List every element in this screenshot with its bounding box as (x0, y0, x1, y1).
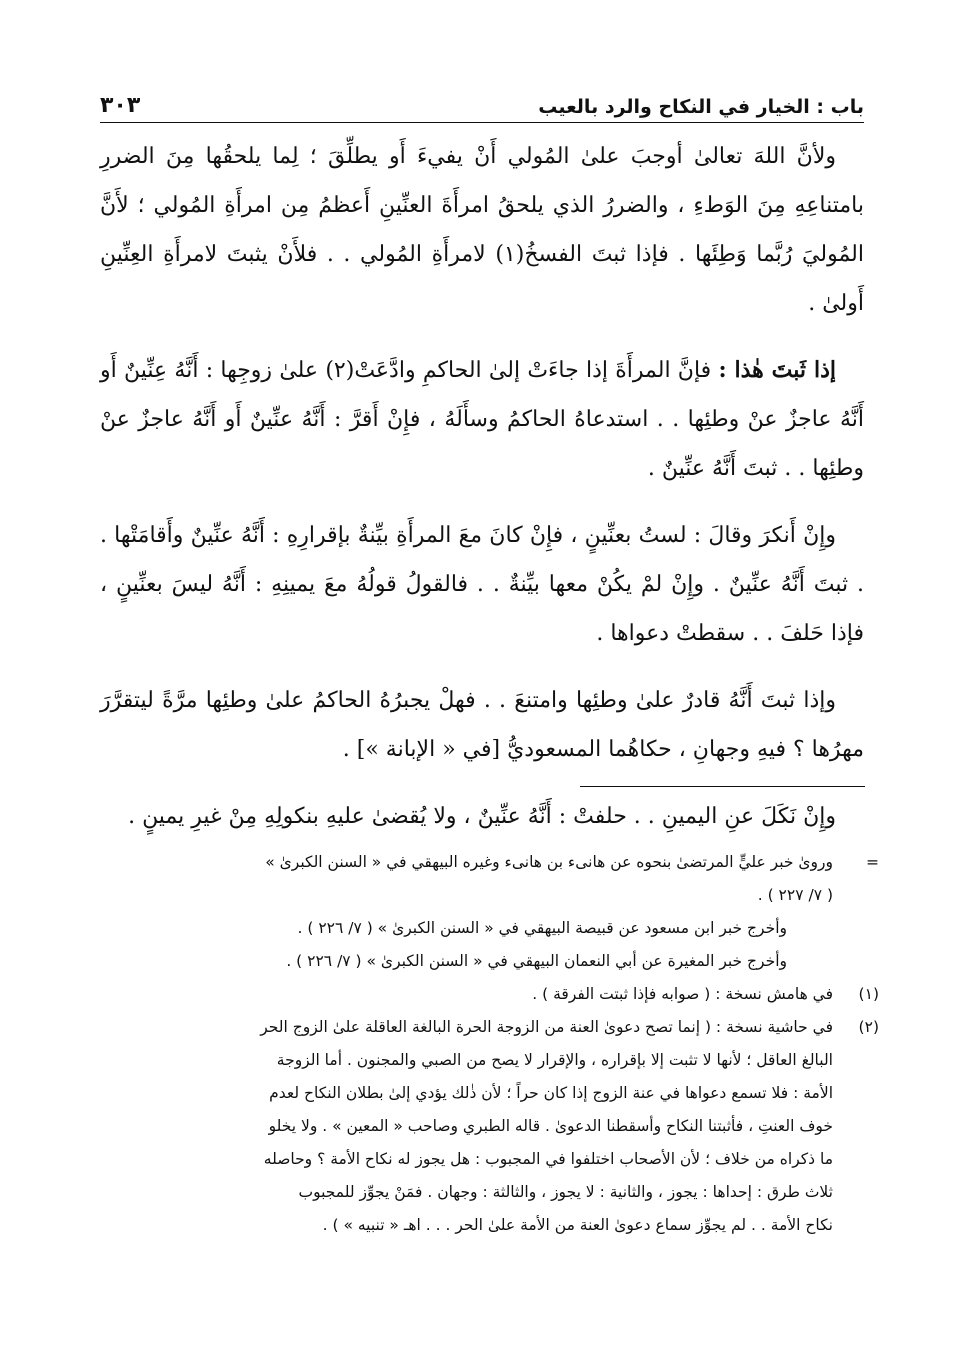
continuation-mark: = (866, 853, 879, 871)
footnote-2 (100, 1011, 879, 1242)
paragraph-2-text: فإنَّ المرأَةَ إذا جاءَتْ إلىٰ الحاكمِ وادَّعَتْ(٢) علىٰ زوجِها : أَنَّهُ عِنِّينٌ أَو أَنَّهُ عاجزٌ عنْ وطئِها . . استدعاهُ الحاكمُ وسأَلَهُ ، فإِنْ أَقرَّ : أَنَّهُ عنِّينٌ أَو أَنَّهُ عاجزٌ عنْ وطئِها . . ثبتَ أَنَّهُ عنِّينٌ . (100, 358, 864, 481)
footnote-line: ما ذكراه من خلاف ؛ لأن الأصحاب اختلفوا في المجبوب : هل يجوز له نكاح الأمة ؟ وحاصله (263, 1150, 833, 1168)
footnote-line: ورویٰ خبر عليٍّ المرتضیٰ بنحوه عن هانیء بن هانیء وغيره البيهقي في « السنن الكبریٰ » (265, 853, 833, 871)
paragraph-3: وإِنْ أَنكرَ وقالَ : لستُ بعنِّينٍ ، فإِنْ كانَ معَ المرأَةِ بيِّنةٌ بإقرارِهِ : أَنَّهُ عنِّينٌ وأَقامَتْها . . ثبتَ أَنَّهُ عنِّينٌ . وإِنْ لمْ يكُنْ معها بيِّنةٌ . . فالقولُ قولُهُ معَ يمينِهِ : أَنَّهُ ليسَ بعنِّينٍ ، فإذا حَلفَ . . سقطتْ دعواها . (100, 523, 864, 646)
paragraph-4: وإذا ثبتَ أَنَّهُ قادرٌ علىٰ وطئِها وامتنعَ . . فهلْ يجبرُهُ الحاكمُ علىٰ وطئِها مرَّةً ليتقرَّرَ مهرُها ؟ فيهِ وجهانِ ، حكاهُما المسعوديُّ [في « الإبانة »] . (100, 688, 864, 762)
running-header (100, 78, 864, 118)
footnote-line: وأخرج خبر ابن مسعود عن قبيصة البيهقي في « السنن الكبریٰ » ( ٧/ ٢٢٦ ) . (297, 919, 787, 937)
footnote-line: في حاشية نسخة : ( إنما تصح دعویٰ العنة من الزوجة الحرة البالغة العاقلة علیٰ الزوج الحر (260, 1018, 833, 1036)
footnote-2-number: (٢) (858, 1018, 879, 1036)
footnote-line: ثلاث طرق : إحداها : يجوز ، والثانية : لا يجوز ، والثالثة : وجهان . فمَنْ يجوِّز للمجبوب (298, 1183, 833, 1201)
footnote-line: نكاح الأمة . . لم يجوِّز سماع دعویٰ العنة من الأمة علیٰ الحر . . . اهـ « تنبيه » ) . (322, 1216, 833, 1234)
footnote-1-text: في هامش نسخة : ( صوابه فإذا ثبتت الفرقة ) . (532, 985, 833, 1003)
footnote-line: خوف العنتِ ، فأثبتنا النكاح وأسقطنا الدعویٰ . قاله الطبري وصاحب « المعين » . ولا يخلو (268, 1117, 833, 1135)
page-number: ٣٠٣ (100, 93, 141, 118)
paragraph-5: وإِنْ نَكَلَ عنِ اليمينِ . . حلفتْ : أَنَّهُ عنِّينٌ ، ولا يُقضىٰ عليهِ بنكولِهِ مِنْ غيرِ يمينٍ . (128, 804, 836, 829)
footnote-1 (100, 978, 879, 1011)
main-text (100, 132, 864, 859)
footnote-line: ( ٧/ ٢٢٧ ) . (757, 886, 833, 904)
header-rule (100, 122, 864, 123)
footnote-separator (580, 786, 865, 787)
footnote-1-number: (١) (858, 985, 879, 1003)
paragraph-2 (100, 346, 864, 493)
chapter-title: باب : الخيار في النكاح والرد بالعيب (538, 96, 864, 118)
footnote-line: البالغ العاقل ؛ لأنها لا تثبت إلا بإقراره ، والإقرار لا يصح من الصبي والمجنون . أما الزوجة (276, 1051, 833, 1069)
paragraph-2-lead: إذا ثَبتَ هٰذا : (718, 357, 836, 383)
footnote-line: وأخرج خبر المغيرة عن أبي النعمان البيهقي في « السنن الكبریٰ » ( ٧/ ٢٢٦ ) . (286, 952, 787, 970)
paragraph-1: ولأنَّ اللهَ تعالىٰ أوجبَ علىٰ المُولي أَنْ يفيءَ أَو يطلِّقَ ؛ لِما يلحقُها مِنَ الضررِ بامتناعِهِ مِنَ الوَطءِ ، والضررُ الذي يلحقُ امرأَةَ العنِّينِ أَعظمُ مِن امرأَةِ المُولي ؛ لأَنَّ المُوليَ رُبَّما وَطِئَها . فإذا ثبتَ الفسخُ(١) لامرأَةِ المُولي . . فلأَنْ يثبتَ لامرأَةِ العِنِّينِ أَولىٰ . (100, 144, 864, 316)
footnote-line: الأمة : فلا تسمع دعواها في عنة الزوج إذا كان حراً ؛ لأن ذٰلك يؤدي إلیٰ بطلان النكاح لعدم (269, 1084, 833, 1102)
footnote-continuation (100, 846, 879, 978)
footnotes (100, 846, 879, 1242)
